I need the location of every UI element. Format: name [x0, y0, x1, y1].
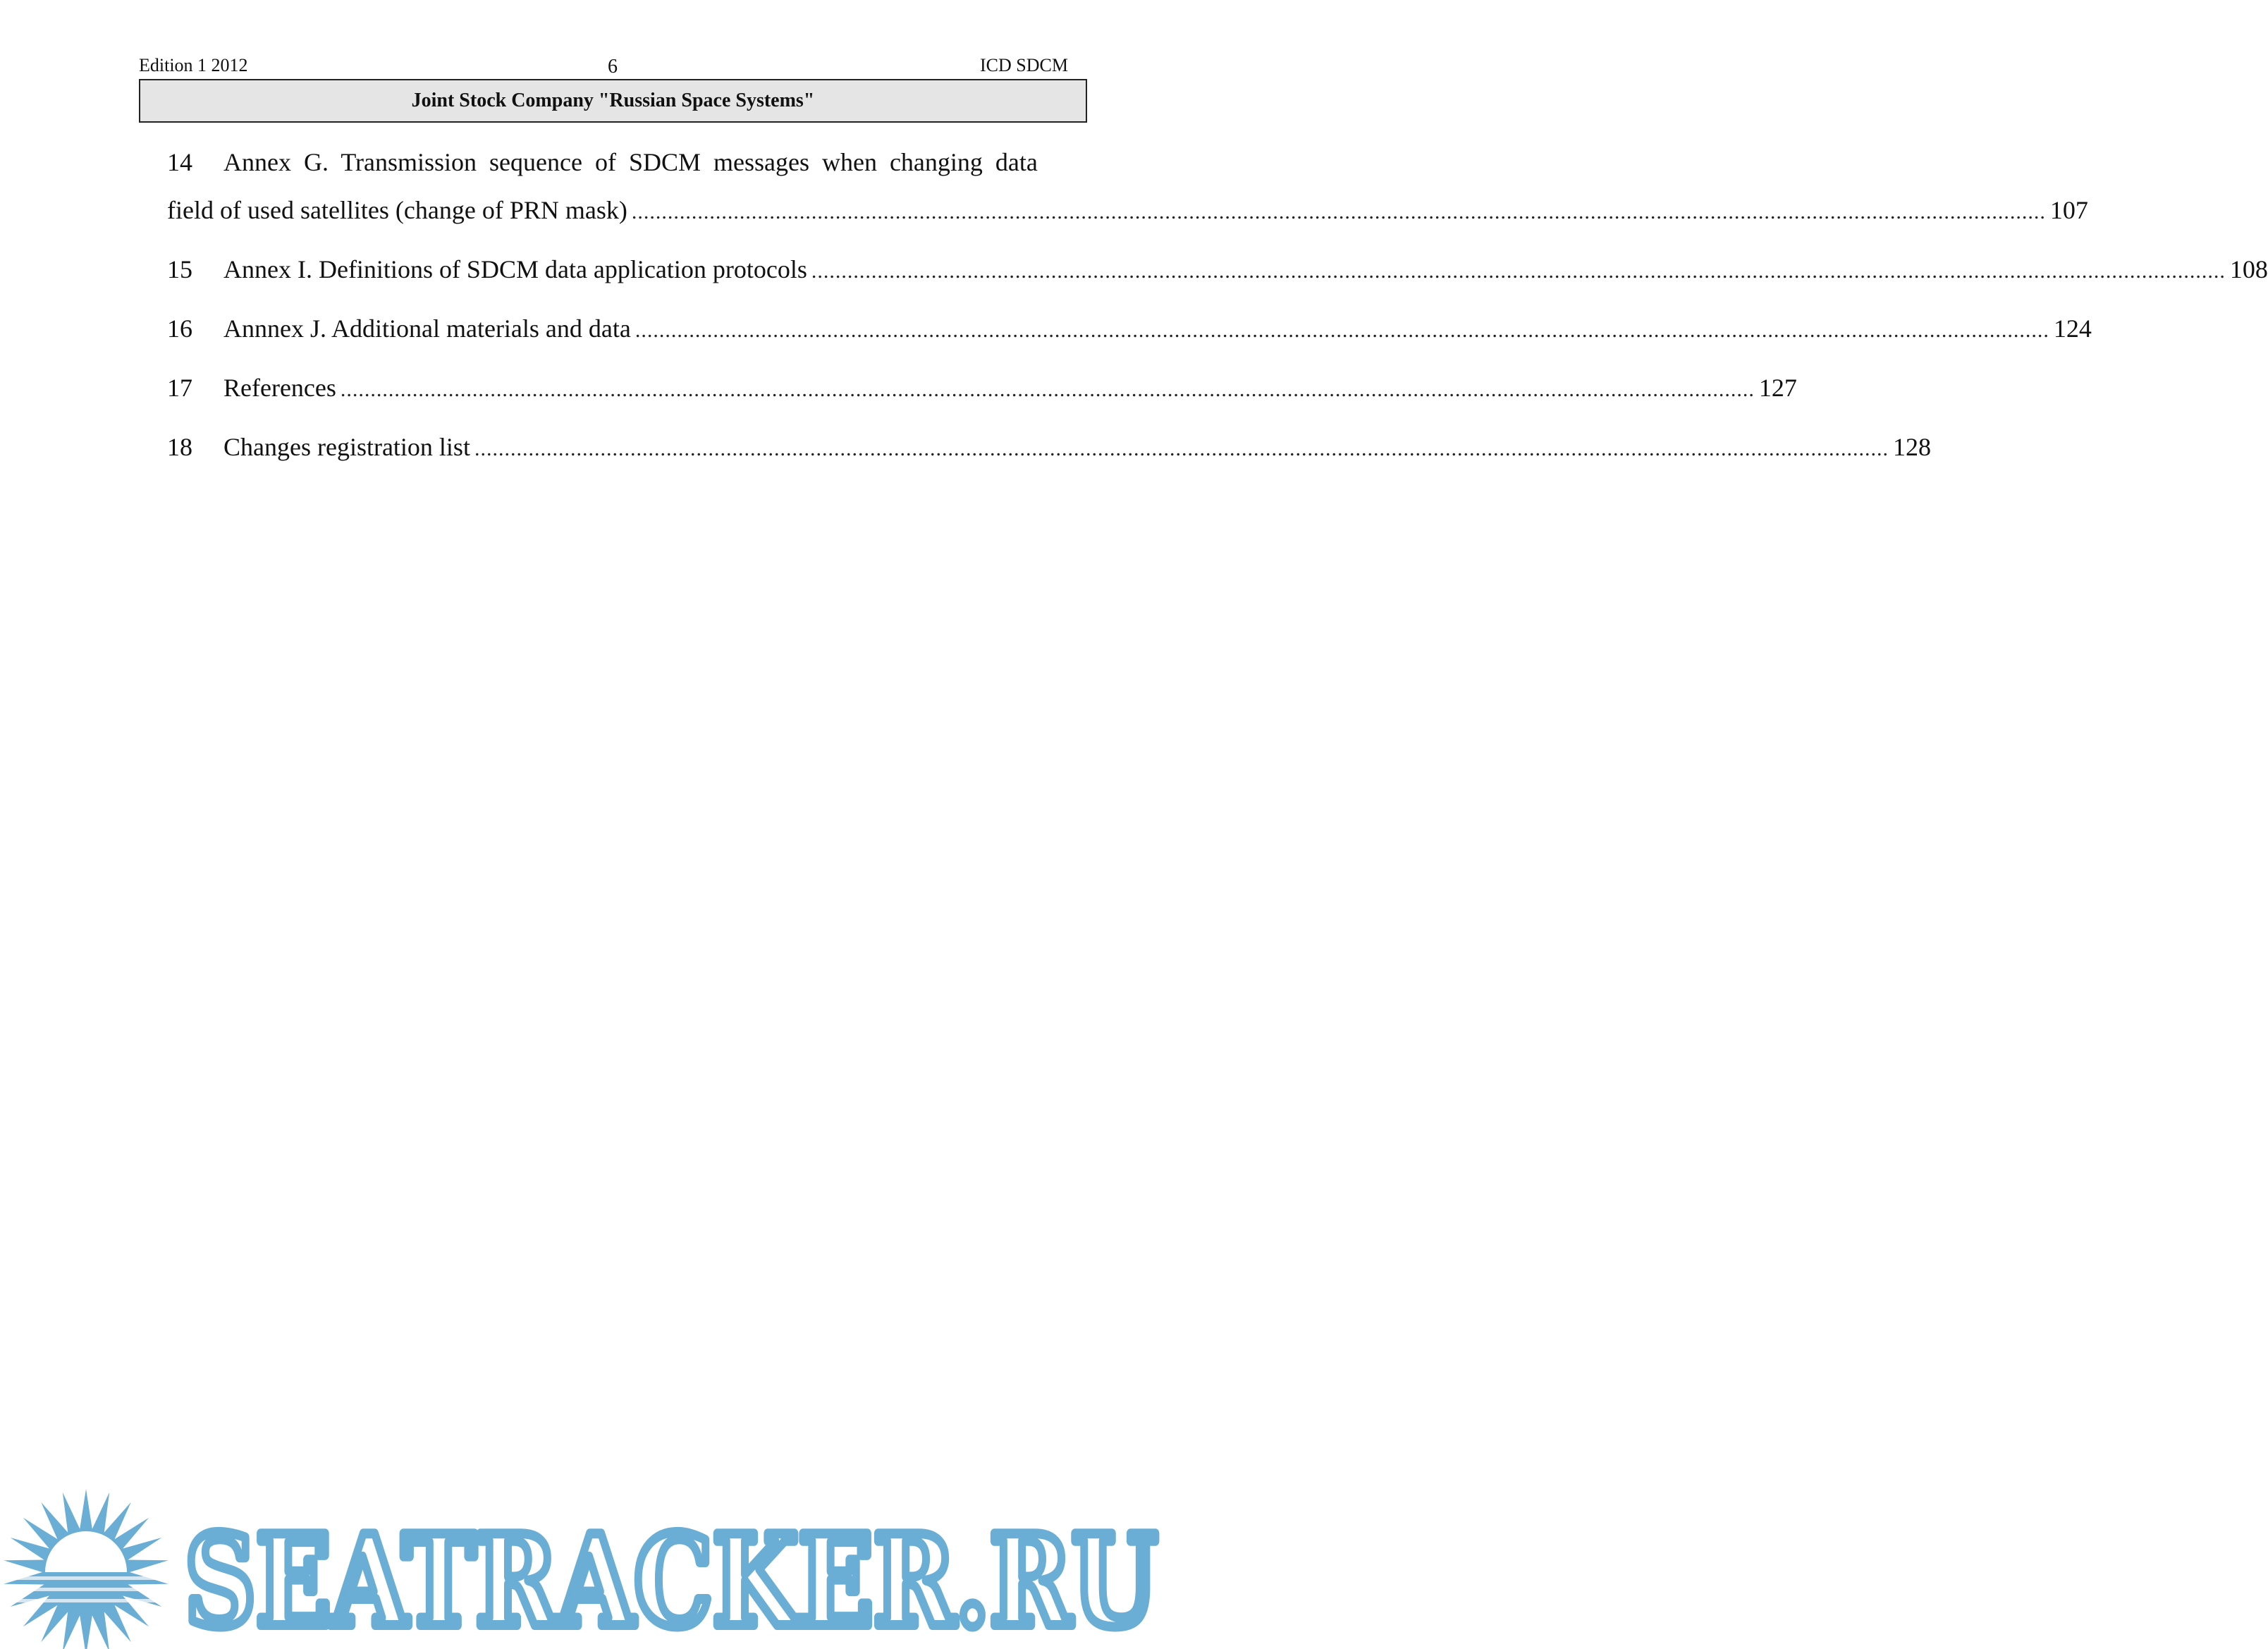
toc-leader-dots [811, 253, 2226, 290]
toc-entry-15[interactable] [167, 251, 2268, 288]
toc-entry-title: References [223, 374, 336, 402]
toc-entry-17[interactable] [167, 369, 1797, 406]
toc-entry-title: Annex I. Definitions of SDCM data application protocols [223, 255, 807, 283]
toc-entry-14[interactable] [167, 144, 2088, 228]
toc-leader-dots [474, 431, 1889, 467]
toc-leader-dots [635, 312, 2049, 349]
table-of-contents [167, 144, 2268, 465]
toc-entry-number: 17 [167, 374, 192, 402]
watermark-text: SEATRACKER.RU [185, 1507, 1158, 1649]
header-page-number: 6 [608, 56, 618, 78]
toc-leader-dots [632, 194, 2046, 231]
toc-entry-number: 14 [167, 148, 192, 176]
toc-entry-page: 108 [2229, 255, 2268, 283]
watermark-logo [0, 1481, 1166, 1649]
toc-entry-page: 107 [2049, 196, 2088, 224]
toc-entry-18[interactable] [167, 429, 1931, 465]
company-banner [139, 79, 1087, 123]
header-edition: Edition 1 2012 [139, 55, 248, 75]
company-name: Joint Stock Company "Russian Space Systems" [411, 90, 815, 111]
toc-entry-title-continued: field of used satellites (change of PRN mask) [167, 196, 627, 224]
header-doc-code: ICD SDCM [980, 55, 1068, 75]
toc-entry-number: 16 [167, 314, 192, 343]
sun-horizon-line [1, 1588, 171, 1591]
toc-entry-page: 124 [2053, 314, 2092, 343]
toc-entry-title: Annnex J. Additional materials and data [223, 314, 631, 343]
toc-entry-page: 127 [1758, 374, 1797, 402]
toc-leader-dots [341, 372, 1755, 408]
toc-entry-page: 128 [1892, 433, 1931, 461]
toc-entry-number: 15 [167, 255, 192, 283]
toc-entry-16[interactable] [167, 310, 2092, 347]
toc-entry-title: Changes registration list [223, 433, 470, 461]
sun-icon [1, 1489, 171, 1649]
toc-entry-number: 18 [167, 433, 192, 461]
toc-entry-line [167, 192, 2088, 228]
toc-entry-line [167, 144, 1087, 180]
sun-horizon-line [1, 1576, 171, 1580]
sun-horizon-line [1, 1599, 171, 1602]
toc-entry-title: Annex G. Transmission sequence of SDCM messages when changing data [223, 148, 1038, 176]
